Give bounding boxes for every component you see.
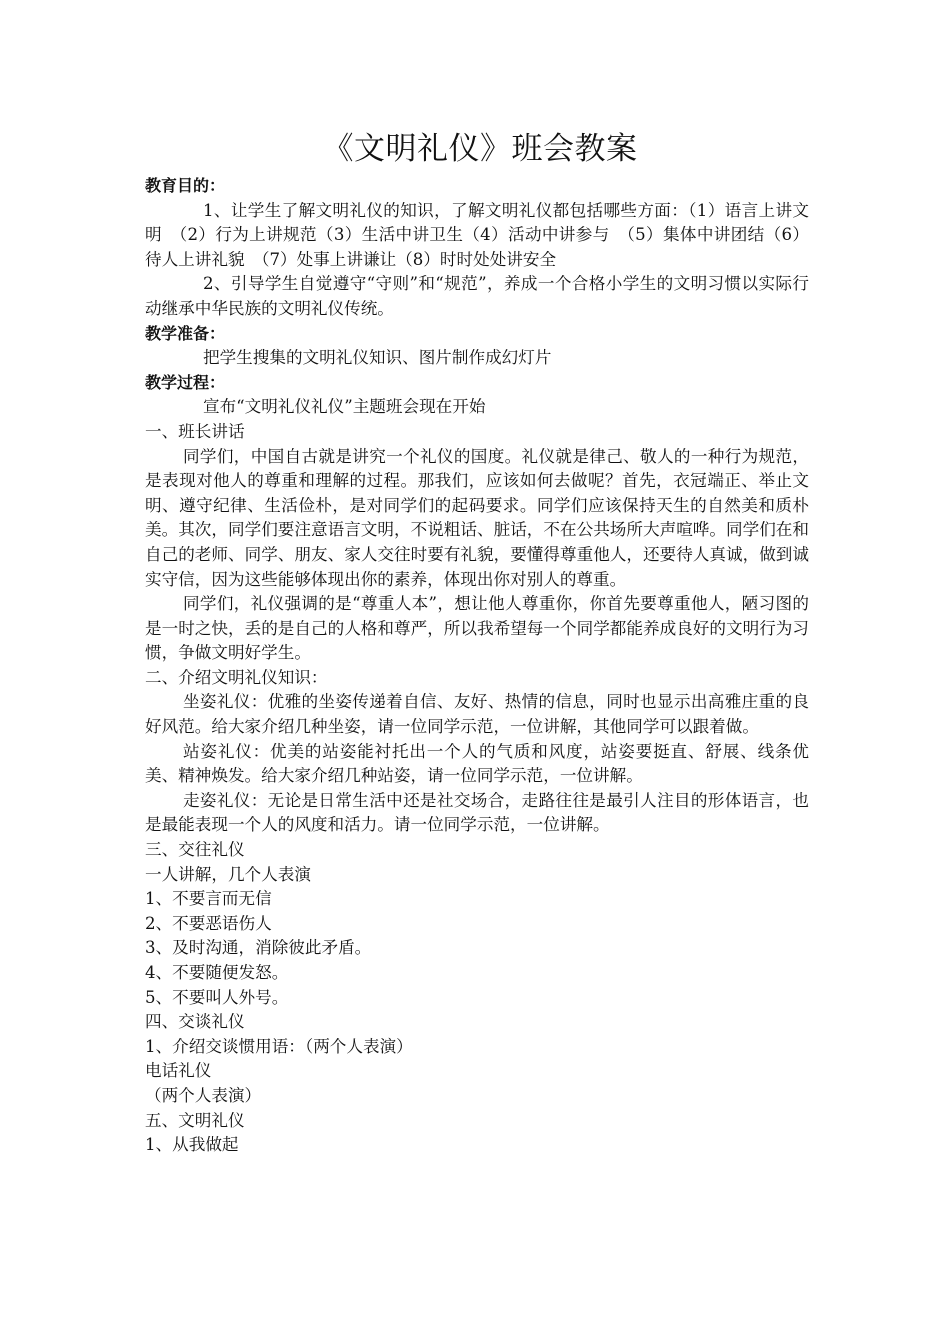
part3-list-item: 4、不要随便发怒。 [145, 963, 289, 982]
part1-title: 一、班长讲话 [145, 421, 245, 441]
part2-sitting-etiquette: 坐姿礼仪：优雅的坐姿传递着自信、友好、热情的信息，同时也显示出高雅庄重的良好风范。给大家介绍几种坐姿，请一位同学示范，一位讲解，其他同学可以跟着做。 [145, 692, 809, 737]
part3-list-item: 3、及时沟通，消除彼此矛盾。 [145, 938, 372, 958]
goal-item-1: 1、让学生了解文明礼仪的知识，了解文明礼仪都包括哪些方面：（1）语言上讲文明 （2）行为上讲规范（3）生活中讲卫生（4）活动中讲参与 （5）集体中讲团结（6）待人上讲礼貌 （7）处事上讲谦让（8）时时处处讲安全 [145, 200, 809, 269]
document-title: 《文明礼仪》班会教案 [322, 131, 638, 167]
part3-title: 三、交往礼仪 [145, 840, 245, 860]
process-intro: 宣布“文明礼仪礼仪”主题班会现在开始 [203, 397, 486, 417]
process-heading: 教学过程： [145, 372, 226, 392]
part2-walking-etiquette: 走姿礼仪：无论是日常生活中还是社交场合，走路往往是最引人注目的形体语言，也是最能表现一个人的风度和活力。请一位同学示范，一位讲解。 [145, 790, 809, 835]
prep-heading: 教学准备： [145, 323, 226, 343]
goals-heading: 教育目的： [145, 176, 226, 195]
part4-item-1: 1、介绍交谈惯用语：（两个人表演） [145, 1036, 413, 1056]
part3-subtitle: 一人讲解，几个人表演 [145, 864, 311, 884]
part1-paragraph-2: 同学们，礼仪强调的是“尊重人本”，想让他人尊重你，你首先要尊重他人，陋习图的是一时之快，丢的是自己的人格和尊严，所以我希望每一个同学都能养成良好的文明行为习惯，争做文明好学生。 [145, 594, 809, 663]
part3-list-item: 2、不要恶语伤人 [145, 913, 272, 933]
part3-list-item: 5、不要叫人外号。 [145, 987, 289, 1007]
part4-phone-etiquette: 电话礼仪 [145, 1061, 212, 1081]
part2-title: 二、介绍文明礼仪知识： [145, 667, 328, 687]
part1-paragraph-1: 同学们，中国自古就是讲究一个礼仪的国度。礼仪就是律己、敬人的一种行为规范，是表现对他人的尊重和理解的过程。那我们，应该如何去做呢？首先，衣冠端正、举止文明、遵守纪律、生活俭朴，是对同学们的起码要求。同学们应该保持天生的自然美和质朴美。其次，同学们要注意语言文明，不说粗话、脏话，不在公共场所大声喧哗。同学们在和自己的老师、同学、朋友、家人交往时要有礼貌，要懂得尊重他人，还要待人真诚，做到诚实守信，因为这些能够体现出你的素养，体现出你对别人的尊重。 [145, 446, 809, 589]
part3-list-item: 1、不要言而无信 [145, 889, 272, 909]
part5-item-1: 1、从我做起 [145, 1135, 239, 1155]
part4-title: 四、交谈礼仪 [145, 1012, 245, 1032]
goal-item-2: 2、引导学生自觉遵守“守则”和“规范”，养成一个合格小学生的文明习惯以实际行动继承中华民族的文明礼仪传统。 [145, 274, 809, 318]
prep-text: 把学生搜集的文明礼仪知识、图片制作成幻灯片 [203, 348, 552, 368]
part2-standing-etiquette: 站姿礼仪：优美的站姿能衬托出一个人的气质和风度，站姿要挺直、舒展、线条优美、精神焕发。给大家介绍几种站姿，请一位同学示范，一位讲解。 [145, 741, 809, 786]
document-page [145, 126, 809, 1158]
part4-phone-note: （两个人表演） [145, 1085, 262, 1105]
part5-title: 五、文明礼仪 [145, 1110, 245, 1130]
